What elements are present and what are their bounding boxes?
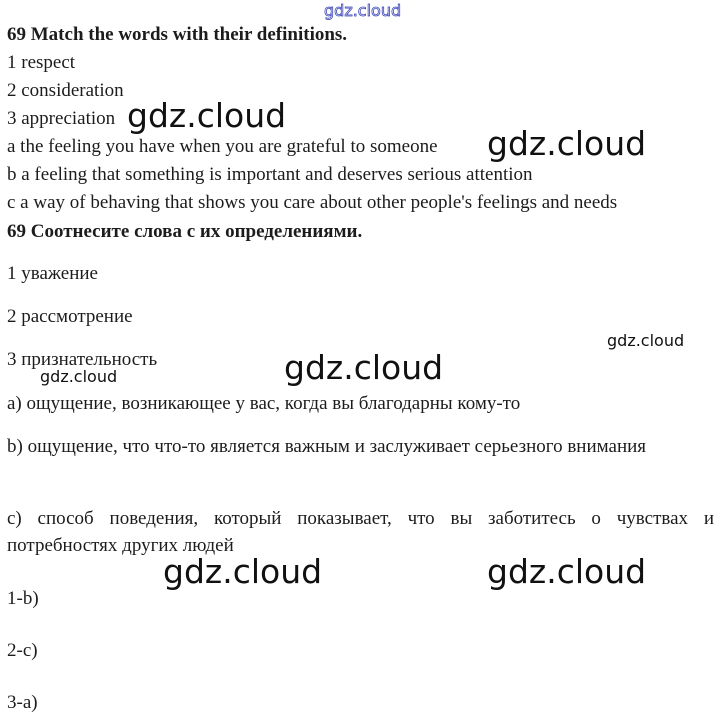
watermark-big-4: gdz.cloud <box>163 552 323 591</box>
answer-3: 3-a) <box>7 692 38 713</box>
word-ru-2: 2 рассмотрение <box>7 306 133 327</box>
definition-en-a: a the feeling you have when you are grateful to someone <box>7 136 438 157</box>
exercise-title-en: 69 Match the words with their definitions. <box>7 24 348 45</box>
definition-ru-a: а) ощущение, возникающее у вас, когда вы благодарны кому-то <box>7 393 521 414</box>
word-ru-3: 3 признательность <box>7 349 158 370</box>
watermark-top: gdz.cloud <box>324 1 402 20</box>
answer-2: 2-c) <box>7 640 38 661</box>
watermark-big-2: gdz.cloud <box>487 124 647 163</box>
word-en-2: 2 consideration <box>7 80 124 101</box>
exercise-title-ru: 69 Соотнесите слова с их определениями. <box>7 221 363 242</box>
watermark-small-1: gdz.cloud <box>607 331 685 350</box>
answer-1: 1-b) <box>7 588 39 609</box>
definition-en-b: b a feeling that something is important and deserves serious attention <box>7 164 533 185</box>
definition-ru-c: c) способ поведения, который показывает, что вы заботитесь о чувствах и потребностях других людей <box>7 508 714 556</box>
definition-ru-b: b) ощущение, что что-то является важным и заслуживает серьезного внимания <box>7 436 647 457</box>
watermark-big-5: gdz.cloud <box>487 552 647 591</box>
watermark-small-2: gdz.cloud <box>40 367 118 386</box>
word-ru-1: 1 уважение <box>7 263 98 284</box>
watermark-big-1: gdz.cloud <box>127 96 287 135</box>
definition-en-c: c a way of behaving that shows you care about other people's feelings and needs <box>7 192 618 213</box>
word-en-3: 3 appreciation <box>7 108 116 129</box>
watermark-big-3: gdz.cloud <box>284 348 444 387</box>
word-en-1: 1 respect <box>7 52 76 73</box>
